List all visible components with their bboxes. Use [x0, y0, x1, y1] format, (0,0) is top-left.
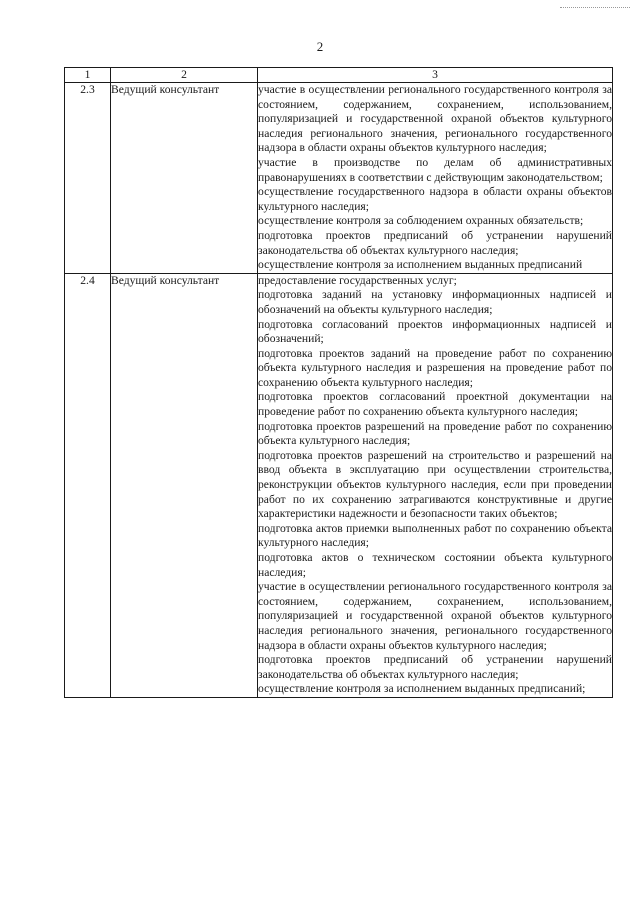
row-number: 2.4 [65, 273, 111, 697]
duty-item: участие в осуществлении регионального государственного контроля за состоянием, содержанием, сохранением, использованием, популяризацией и государственной охраной объектов культурного наследия регионального значения, регионального государственного надзора в области охраны объектов культурного наследия; [258, 83, 612, 155]
duty-item: осуществление контроля за соблюдением охранных обязательств; [258, 214, 584, 228]
header-col-3: 3 [258, 68, 613, 83]
duty-item: подготовка проектов разрешений на строительство и разрешений на ввод объекта в эксплуатацию при осуществлении строительства, реконструкции объектов культурного наследия, если при проведении работ по их сохранению затрагиваются конструктивные и другие характеристики надежности и безопасности таких объектов; [258, 448, 612, 521]
page-number: 2 [316, 39, 324, 54]
position-title: Ведущий консультант [111, 273, 258, 697]
header-col-2: 2 [111, 68, 258, 83]
duties-table [64, 67, 613, 698]
table-header-row [65, 68, 613, 83]
duty-item: подготовка согласований проектов информационных надписей и обозначений; [258, 317, 612, 346]
duties-cell [258, 83, 613, 274]
duty-item: подготовка проектов согласований проектной документации на проведение работ по сохранению объекта культурного наследия; [258, 390, 612, 419]
duty-item: подготовка проектов разрешений на проведение работ по сохранению объекта культурного наследия; [258, 419, 612, 448]
table-row [65, 83, 613, 274]
duty-item: подготовка проектов предписаний об устранении нарушений законодательства об объектах культурного наследия; [258, 228, 612, 257]
duty-item: осуществление контроля за исполнением выданных предписаний [258, 258, 583, 272]
duty-item: подготовка проектов предписаний об устранении нарушений законодательства об объектах культурного наследия; [258, 653, 612, 681]
duty-item: участие в производстве по делам об административных правонарушениях в соответствии с действующим законодательством; [258, 155, 612, 184]
duty-item: предоставление государственных услуг; [258, 273, 457, 287]
duties-cell [258, 273, 613, 697]
header-col-1: 1 [65, 68, 111, 83]
duty-item: осуществление контроля за исполнением выданных предписаний; [258, 682, 586, 696]
duty-item: подготовка актов о техническом состоянии объекта культурного наследия; [258, 551, 612, 579]
table-row [65, 273, 613, 697]
duty-item: подготовка заданий на установку информационных надписей и обозначений на объекты культурного наследия; [258, 288, 612, 316]
duty-item: подготовка актов приемки выполненных работ по сохранению объекта культурного наследия; [258, 521, 612, 550]
row-number: 2.3 [65, 83, 111, 274]
duty-item: осуществление государственного надзора в области охраны объектов культурного наследия; [258, 185, 612, 213]
duty-item: участие в осуществлении регионального государственного контроля за состоянием, содержанием, сохранением, использованием, популяризацией и государственной охраной объектов культурного наследия регионального значения, регионального государственного надзора в области охраны объектов культурного наследия; [258, 580, 612, 652]
scan-corner-mark [560, 7, 630, 8]
position-title: Ведущий консультант [111, 83, 258, 274]
duty-item: подготовка проектов заданий на проведение работ по сохранению объекта культурного наследия и разрешения на проведение работ по сохранению объекта культурного наследия; [258, 346, 612, 389]
